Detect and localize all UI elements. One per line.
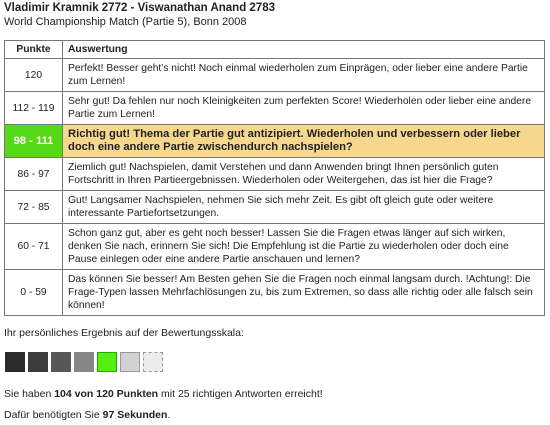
time-suffix: . (167, 409, 171, 421)
evaluation-column-header: Auswertung (63, 41, 545, 59)
game-subtitle: World Championship Match (Partie 5), Bonn 2008 (4, 16, 247, 28)
points-range: 60 - 71 (5, 224, 63, 270)
points-column-header: Punkte (5, 41, 63, 59)
game-title: Vladimir Kramnik 2772 - Viswanathan Anand 2783 (4, 2, 275, 14)
table-row (5, 59, 545, 92)
evaluation-text: Gut! Langsamer Nachspielen, nehmen Sie sich mehr Zeit. Es gibt oft gleich gute oder weitere interessante Partiefortsetzungen. (63, 191, 545, 224)
summary-suffix: mit 25 richtigen Antworten erreicht! (158, 388, 323, 400)
evaluation-text: Sehr gut! Da fehlen nur noch Kleinigkeiten zum perfekten Score! Wiederholen oder lieber eine andere Partie zum Lernen! (63, 92, 545, 125)
rating-scale-box (51, 352, 71, 372)
rating-scale-box (97, 352, 117, 372)
table-row (5, 158, 545, 191)
summary-score: 104 von 120 Punkten (54, 388, 159, 400)
rating-scale-box (5, 352, 25, 372)
points-range: 86 - 97 (5, 158, 63, 191)
rating-scale-box (120, 352, 140, 372)
points-range: 72 - 85 (5, 191, 63, 224)
rating-scale-box (28, 352, 48, 372)
evaluation-rows (5, 59, 545, 316)
table-header-row (5, 41, 545, 59)
evaluation-text: Schon ganz gut, aber es geht noch besser! Lassen Sie die Fragen etwas länger auf sich wirken, denken Sie nach, erinnern Sie sich! Die Empfehlung ist die Partie zu wiederholen oder doch eine Pause einlegen oder eine andere Partie anschauen und lernen? (63, 224, 545, 270)
points-range: 98 - 111 (5, 125, 63, 158)
time-value: 97 Sekunden (102, 409, 168, 421)
evaluation-table (4, 40, 545, 316)
rating-scale-box (143, 352, 163, 372)
table-row (5, 191, 545, 224)
summary-prefix: Sie haben (4, 388, 55, 400)
evaluation-text: Ziemlich gut! Nachspielen, damit Verstehen und dann Anwenden bringt Ihnen persönlich guten Fortschritt in Ihren Partieergebnissen. Wiederholen oder Weitergehen, das ist hier die Frage? (63, 158, 545, 191)
points-range: 0 - 59 (5, 270, 63, 316)
time-prefix: Dafür benötigten Sie (4, 409, 103, 421)
result-label: Ihr persönliches Ergebnis auf der Bewertungsskala: (4, 327, 244, 339)
points-range: 112 - 119 (5, 92, 63, 125)
time-summary (4, 409, 170, 421)
points-range: 120 (5, 59, 63, 92)
table-row (5, 92, 545, 125)
table-row (5, 125, 545, 158)
table-row (5, 224, 545, 270)
rating-scale (5, 352, 163, 372)
evaluation-text: Das können Sie besser! Am Besten gehen Sie die Fragen noch einmal langsam durch. !Achtung!: Die Frage-Typen lassen Mehrfachlösungen zu, bis zum Extremen, so dass alle richtig oder alle falsch sein können! (63, 270, 545, 316)
score-summary (4, 388, 323, 400)
evaluation-text: Perfekt! Besser geht's nicht! Noch einmal wiederholen zum Einprägen, oder lieber eine andere Partie zum Lernen! (63, 59, 545, 92)
evaluation-text: Richtig gut! Thema der Partie gut antizipiert. Wiederholen und verbessern oder lieber doch eine andere Partie zwischendurch nachspielen? (63, 125, 545, 158)
table-row (5, 270, 545, 316)
rating-scale-box (74, 352, 94, 372)
